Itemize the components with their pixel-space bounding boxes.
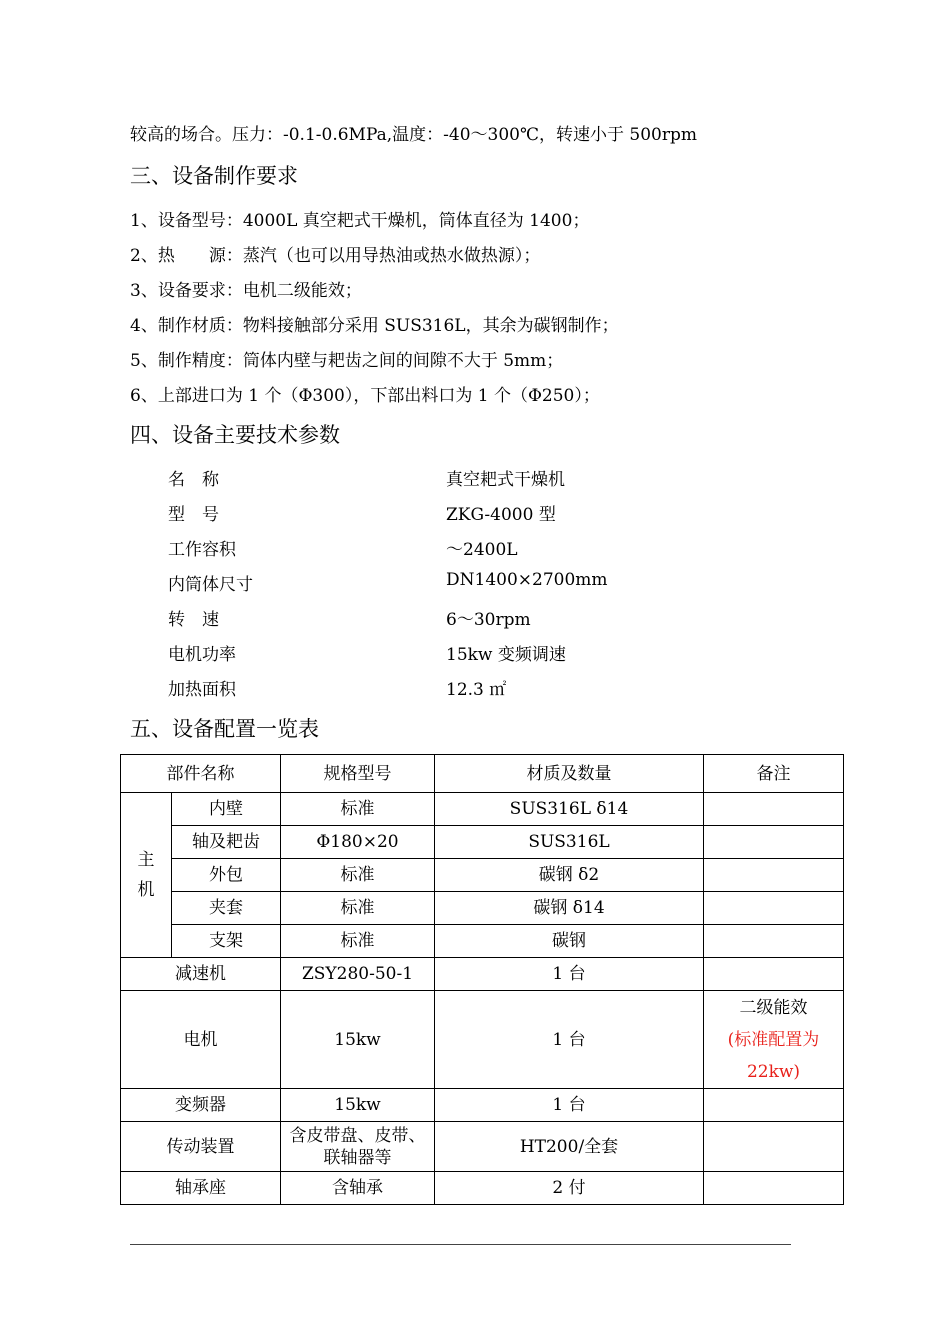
param-label: 加热面积 — [168, 680, 236, 700]
section4-heading: 四、设备主要技术参数 — [130, 423, 340, 447]
note-cell — [704, 958, 844, 991]
param-label: 转 速 — [168, 610, 219, 630]
material-cell: 碳钢 δ14 — [435, 892, 704, 925]
note-cell — [704, 1089, 844, 1122]
param-label: 电机功率 — [168, 645, 236, 665]
part-cell: 轴及耙齿 — [172, 826, 281, 859]
note-cell — [704, 826, 844, 859]
part-cell: 支架 — [172, 925, 281, 958]
param-value: 15kw 变频调速 — [446, 645, 566, 665]
table-row — [121, 826, 844, 859]
note-red-text: (标准配置为 22kw) — [727, 1029, 820, 1082]
spec-cell: 含皮带盘、皮带、联轴器等 — [281, 1122, 435, 1172]
spec-cell: 标准 — [281, 892, 435, 925]
note-cell — [704, 892, 844, 925]
footer-rule — [130, 1244, 791, 1245]
section3-heading: 三、设备制作要求 — [130, 164, 298, 188]
table-row — [121, 1122, 844, 1172]
material-cell: HT200/全套 — [435, 1122, 704, 1172]
part-cell: 内壁 — [172, 793, 281, 826]
header-cell: 材质及数量 — [435, 755, 704, 793]
header-cell: 部件名称 — [121, 755, 281, 793]
param-label: 名 称 — [168, 470, 219, 490]
spec-cell: 标准 — [281, 859, 435, 892]
section5-heading: 五、设备配置一览表 — [130, 717, 319, 741]
spec-cell: 标准 — [281, 925, 435, 958]
part-cell: 轴承座 — [121, 1172, 281, 1205]
param-label: 内筒体尺寸 — [168, 575, 253, 595]
param-value: 6～30rpm — [446, 610, 531, 630]
material-cell: 碳钢 — [435, 925, 704, 958]
material-cell: 1 台 — [435, 958, 704, 991]
note-cell — [704, 991, 844, 1089]
param-value: DN1400×2700mm — [446, 570, 608, 590]
requirement-item: 3、设备要求：电机二级能效； — [130, 281, 362, 301]
table-row — [121, 859, 844, 892]
part-cell: 夹套 — [172, 892, 281, 925]
header-cell: 备注 — [704, 755, 844, 793]
intro-line: 较高的场合。压力：-0.1-0.6MPa,温度：-40～300℃，转速小于 500rpm — [130, 125, 698, 145]
note-cell — [704, 859, 844, 892]
note-text: 二级能效 — [739, 997, 808, 1018]
param-label: 工作容积 — [168, 540, 236, 560]
spec-cell: ZSY280-50-1 — [281, 958, 435, 991]
param-value: ～2400L — [446, 540, 518, 560]
material-cell: SUS316L δ14 — [435, 793, 704, 826]
material-cell: 1 台 — [435, 991, 704, 1089]
table-header-row — [121, 755, 844, 793]
requirement-item: 6、上部进口为 1 个（Φ300），下部出料口为 1 个（Φ250）； — [130, 386, 600, 406]
config-table — [120, 754, 844, 1205]
table-row — [121, 793, 844, 826]
table-row — [121, 925, 844, 958]
main-group-cell: 主机 — [121, 793, 172, 958]
table-row — [121, 958, 844, 991]
part-cell: 减速机 — [121, 958, 281, 991]
requirement-item: 2、热 源：蒸汽（也可以用导热油或热水做热源）； — [130, 246, 541, 266]
spec-cell: 15kw — [281, 1089, 435, 1122]
requirement-item: 1、设备型号：4000L 真空耙式干燥机，筒体直径为 1400； — [130, 211, 590, 231]
table-row — [121, 1089, 844, 1122]
part-cell: 传动装置 — [121, 1122, 281, 1172]
note-cell — [704, 925, 844, 958]
header-cell: 规格型号 — [281, 755, 435, 793]
param-label: 型 号 — [168, 505, 219, 525]
spec-cell: 15kw — [281, 991, 435, 1089]
material-cell: SUS316L — [435, 826, 704, 859]
param-value: 真空耙式干燥机 — [446, 470, 565, 490]
param-value: 12.3 ㎡ — [446, 680, 507, 700]
table-row — [121, 892, 844, 925]
spec-cell: Φ180×20 — [281, 826, 435, 859]
note-cell — [704, 1172, 844, 1205]
table-row — [121, 1172, 844, 1205]
material-cell: 碳钢 δ2 — [435, 859, 704, 892]
part-cell: 变频器 — [121, 1089, 281, 1122]
note-cell — [704, 1122, 844, 1172]
material-cell: 1 台 — [435, 1089, 704, 1122]
param-value: ZKG-4000 型 — [446, 505, 556, 525]
part-cell: 外包 — [172, 859, 281, 892]
requirement-item: 4、制作材质：物料接触部分采用 SUS316L，其余为碳钢制作； — [130, 316, 619, 336]
note-cell — [704, 793, 844, 826]
spec-cell: 含轴承 — [281, 1172, 435, 1205]
material-cell: 2 付 — [435, 1172, 704, 1205]
spec-cell: 标准 — [281, 793, 435, 826]
requirement-item: 5、制作精度：筒体内壁与耙齿之间的间隙不大于 5mm； — [130, 351, 564, 371]
table-row — [121, 991, 844, 1089]
part-cell: 电机 — [121, 991, 281, 1089]
